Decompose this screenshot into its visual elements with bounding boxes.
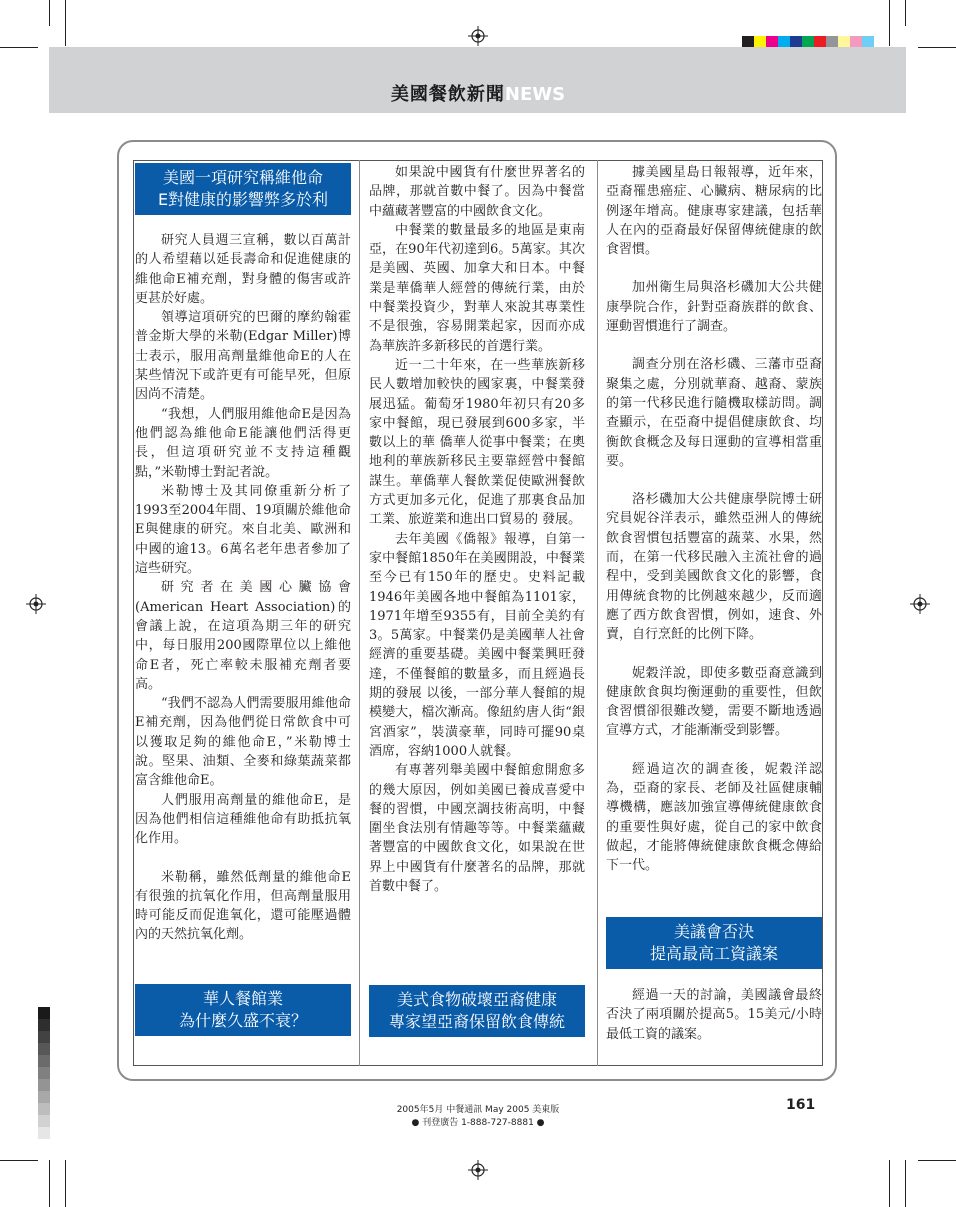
paragraph: 加州衛生局與洛杉磯加大公共健康學院合作，針對亞裔族群的飲食、運動習慣進行了調查。 [606,280,822,335]
paragraph: 米勒博士及其同僚重新分析了1993至2004年間、19項關於維他命E與健康的研究。來自北美、歐洲和中國的逾13。6萬名老年患者參加了這些研究。 [135,483,351,577]
registration-mark-top [468,26,488,46]
paragraph: “我想，人們服用維他命E是因為他們認為維他命E能讓他們活得更長，但這項研究並不支持這種觀點，”米勒博士對記者說。 [135,406,351,480]
crop-mark [918,47,956,48]
crop-mark [889,0,890,46]
headline-line: 美議會否決 [673,922,754,941]
crop-mark [905,1160,906,1207]
crop-mark [918,1160,956,1161]
paragraph: 中餐業的數量最多的地區是東南亞，在90年代初達到6。5萬家。其次是美國、英國、加拿大和日本。中餐業是華僑華人經營的傳統行業，由於中餐業投資少，對華人來說其專業性不是很強，容易開業起家，因而亦成為華族許多新移民的首選行業。 [369,222,585,354]
article-column-1 [135,163,351,945]
headline-line: 華人餐館業 [202,989,283,1008]
ad-line [0,1117,956,1130]
minimum-wage-headline [606,917,822,969]
crop-mark [0,47,38,48]
headline-line: 專家望亞裔保留飲食傳統 [388,1012,565,1031]
registration-mark-left [26,594,46,614]
paragraph: 據美國星島日報報導，近年來，亞裔罹患癌症、心臟病、糖尿病的比例逐年增高。健康專家建議，包括華人在內的亞裔最好保留傳統健康的飲食習慣。 [606,165,822,258]
footer-info [0,1104,956,1130]
asian-diet-headline [369,985,585,1037]
bullet-icon: ● [536,1118,545,1128]
page-number: 161 [786,1097,816,1113]
paragraph: 妮穀洋說，即使多數亞裔意識到健康飲食與均衡運動的重要性，但飲食習慣卻很難改變，需要不斷地透過宣導方式，才能漸漸受到影響。 [606,665,822,739]
paragraph: 近一二十年來，在一些華族新移民人數增加較快的國家裏，中餐業發展迅猛。葡萄牙1980年初只有20多家中餐館，現已發展到600多家，半數以上的華 僑華人從事中餐業；在奧地利的華族新移民主要靠經營中餐館謀生。華僑華人餐飲業促使歐洲餐飲方式更加多元化，促進了那裏食品加工業、旅遊業和進出口貿易的 發展。 [369,357,585,528]
paragraph: 如果說中國貨有什麼世界著名的品牌，那就首數中餐了。因為中餐當中蘊藏著豐富的中國飲食文化。 [369,165,585,219]
paragraph: 經過一天的討論，美國議會最終否決了兩項關於提高5。15美元/小時最低工資的議案。 [606,988,822,1042]
paragraph: 去年美國《僑報》報導，自第一家中餐館1850年在美國開設，中餐業至今已有150年的歷史。史料記載1946年美國各地中餐館為1101家，1971年增至9355有，目前全美約有3。5萬家。中餐業仍是美國華人社會經濟的重要基礎。美國中餐業興旺發達，不僅餐館的數量多，而且經過長期的發展 以後，一部分華人餐館的規模變大，檔次漸高。像紐約唐人街“銀宮酒家”，裝潢豪華，同時可擺90桌酒席，容納1000人就餐。 [369,531,585,759]
masthead-title-cn: 美國餐飲新聞 [390,84,505,105]
paragraph: 研究人員週三宣稱，數以百萬計的人希望藉以延長壽命和促進健康的維他命E補充劑，對身體的傷害或許更甚於好處。 [135,233,351,306]
paragraph: 調查分別在洛杉磯、三藩市亞裔聚集之處，分別就華裔、越裔、蒙族的第一代移民進行隨機取樣訪問。調查顯示，在亞裔中提倡健康飲食、均衡飲食概念及每日運動的宣導相當重要。 [606,357,822,469]
column-rule [597,160,598,1066]
crop-mark [0,1160,38,1161]
masthead-title-en: NEWS [504,84,566,105]
paragraph: “我們不認為人們需要服用維他命E補充劑，因為他們從日常飲食中可以獲取足夠的維他命E，”米勒博士說。堅果、油類、全麥和綠葉蔬菜都富含維他命E。 [135,696,351,789]
headline-line: 為什麼久盛不衰？ [178,1011,307,1030]
paragraph: 人們服用高劑量的維他命E，是因為他們相信這種維他命有助抵抗氧化作用。 [135,792,351,847]
headline-line: E對健康的影響弊多於利 [157,190,329,209]
issue-line: 2005年5月 中餐通訊 May 2005 美東版 [396,1105,560,1115]
paragraph: 洛杉磯加大公共健康學院博士研究員妮谷洋表示，雖然亞洲人的傳統飲食習慣包括豐富的蔬菜、水果，然而，在第一代移民融入主流社會的過程中，受到美國飲食文化的影響，食用傳統食物的比例越來越少，反而適應了西方飲食習慣，例如，速食、外賣，自行烹飪的比例下降。 [606,492,822,643]
vitamin-e-headline [135,163,351,215]
headline-line: 提高最高工資議案 [649,944,778,963]
ad-phone: 刊登廣告 1-888-727-8881 [422,1118,534,1128]
paragraph: 有專著列舉美國中餐館愈開愈多的幾大原因，例如美國已養成喜愛中餐的習慣，中國烹調技術高明，中餐圍坐食法別有情趣等等。中餐業蘊藏著豐富的中國飲食文化，如果說在世界上中國貨有什麼著名的品牌，那就首數中餐了。 [369,763,585,894]
article-column-3 [606,163,822,876]
headline-line: 美國一項研究稱維他命 [162,168,323,187]
crop-mark [65,1160,66,1207]
article-column-3-continued [606,986,822,1044]
crop-mark [905,0,906,26]
crop-mark [49,0,50,26]
paragraph: 研究者在美國心臟協會(American Heart Association)的會議上說，在這項為期三年的研究中，每日服用200國際單位以上維他命E者，死亡率較未服補充劑者要高。 [135,580,351,692]
crop-mark [889,1160,890,1207]
paragraph: 米勒稱，雖然低劑量的維他命E有很強的抗氧化作用，但高劑量服用時可能反而促進氧化，還可能壓過體內的天然抗氧化劑。 [135,869,351,943]
registration-mark-bottom [468,1160,488,1180]
chinese-restaurant-headline [135,984,351,1036]
registration-mark-right [910,594,930,614]
paragraph: 領導這項研究的巴爾的摩約翰霍普金斯大學的米勒(Edgar Miller)博士表示，服用高劑量維他命E的人在某些情況下或許更有可能早死，但原因尚不清楚。 [135,310,351,403]
crop-mark [65,0,66,46]
column-rule [359,160,360,1066]
paragraph: 經過這次的調查後，妮穀洋認為，亞裔的家長、老師及社區健康輔導機構，應該加強宣導傳統健康飲食的重要性與好處，從自己的家中飲食做起，才能將傳統健康飲食概念傳給下一代。 [606,761,822,874]
masthead [0,80,956,106]
crop-mark [49,1160,50,1207]
headline-line: 美式食物破壞亞裔健康 [396,990,557,1009]
article-column-2 [369,163,585,896]
bullet-icon: ● [411,1118,420,1128]
